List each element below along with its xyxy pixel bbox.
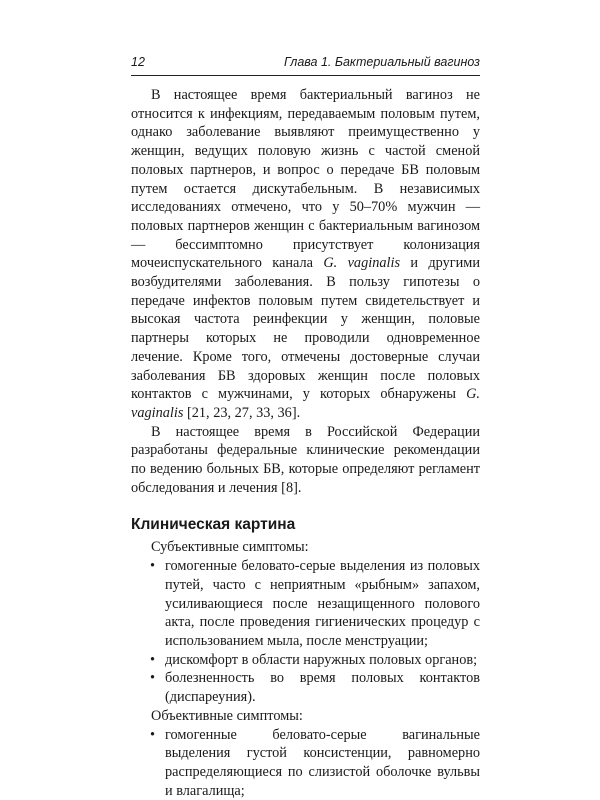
- bullet-icon: •: [150, 669, 155, 688]
- species-name: G. vaginalis: [131, 386, 480, 421]
- paragraph-1: В настоящее время бактериальный вагиноз не относится к инфекциям, передаваемым половым путем, однако заболевание выявляют преимущественно у женщин, ведущих половую жизнь с частой сменой половых партнеров, и вопрос о передаче БВ половым путем остается дискутабельным. В независимых исследованиях отмечено, что у 50–70% мужчин — половых партнеров женщин с бактериальным вагинозом — бессимптомно присутствует колонизация мочеиспускательного канала G. vaginalis и другими возбудителями заболевания. В пользу гипотезы о передаче инфектов половым путем свидетельствует и высокая частота реинфекции у женщин, половые партнеры которых не проводили одновременное лечение. Кроме того, отмечены достоверные случаи заболевания БВ здоровых женщин после половых контактов с мужчинами, у которых обнаружены G. vaginalis [21, 23, 27, 33, 36].: [131, 86, 480, 423]
- species-name: G. vaginalis: [323, 255, 400, 271]
- bullet-icon: •: [150, 651, 155, 670]
- list-item: • гомогенные беловато-серые вагинальные выделения густой консистенции, равномерно распределяющиеся по слизистой оболочке вульвы и влагалища;: [165, 726, 480, 800]
- page-body: [131, 86, 480, 800]
- running-title: Глава 1. Бактериальный вагиноз: [284, 55, 480, 69]
- header-rule: [131, 75, 480, 76]
- objective-label: Объективные симптомы:: [151, 707, 480, 726]
- running-header: [131, 55, 480, 75]
- section-heading: Клиническая картина: [131, 515, 480, 534]
- page-number: 12: [131, 55, 145, 69]
- bullet-icon: •: [150, 726, 155, 745]
- paragraph-2: В настоящее время в Российской Федерации разработаны федеральные клинические рекомендации по ведению больных БВ, которые определяют регламент обследования и лечения [8].: [131, 423, 480, 498]
- list-item: • болезненность во время половых контактов (диспареуния).: [165, 669, 480, 706]
- objective-list: [131, 726, 480, 800]
- list-item: • гомогенные беловато-серые выделения из половых путей, часто с неприятным «рыбным» запахом, усиливающиеся после незащищенного полового акта, после проведения гигиенических процедур с использованием мыла, после менструации;: [165, 557, 480, 651]
- bullet-icon: •: [150, 557, 155, 576]
- list-item: • дискомфорт в области наружных половых органов;: [165, 651, 480, 670]
- subjective-label: Субъективные симптомы:: [151, 538, 480, 557]
- subjective-list: [131, 557, 480, 707]
